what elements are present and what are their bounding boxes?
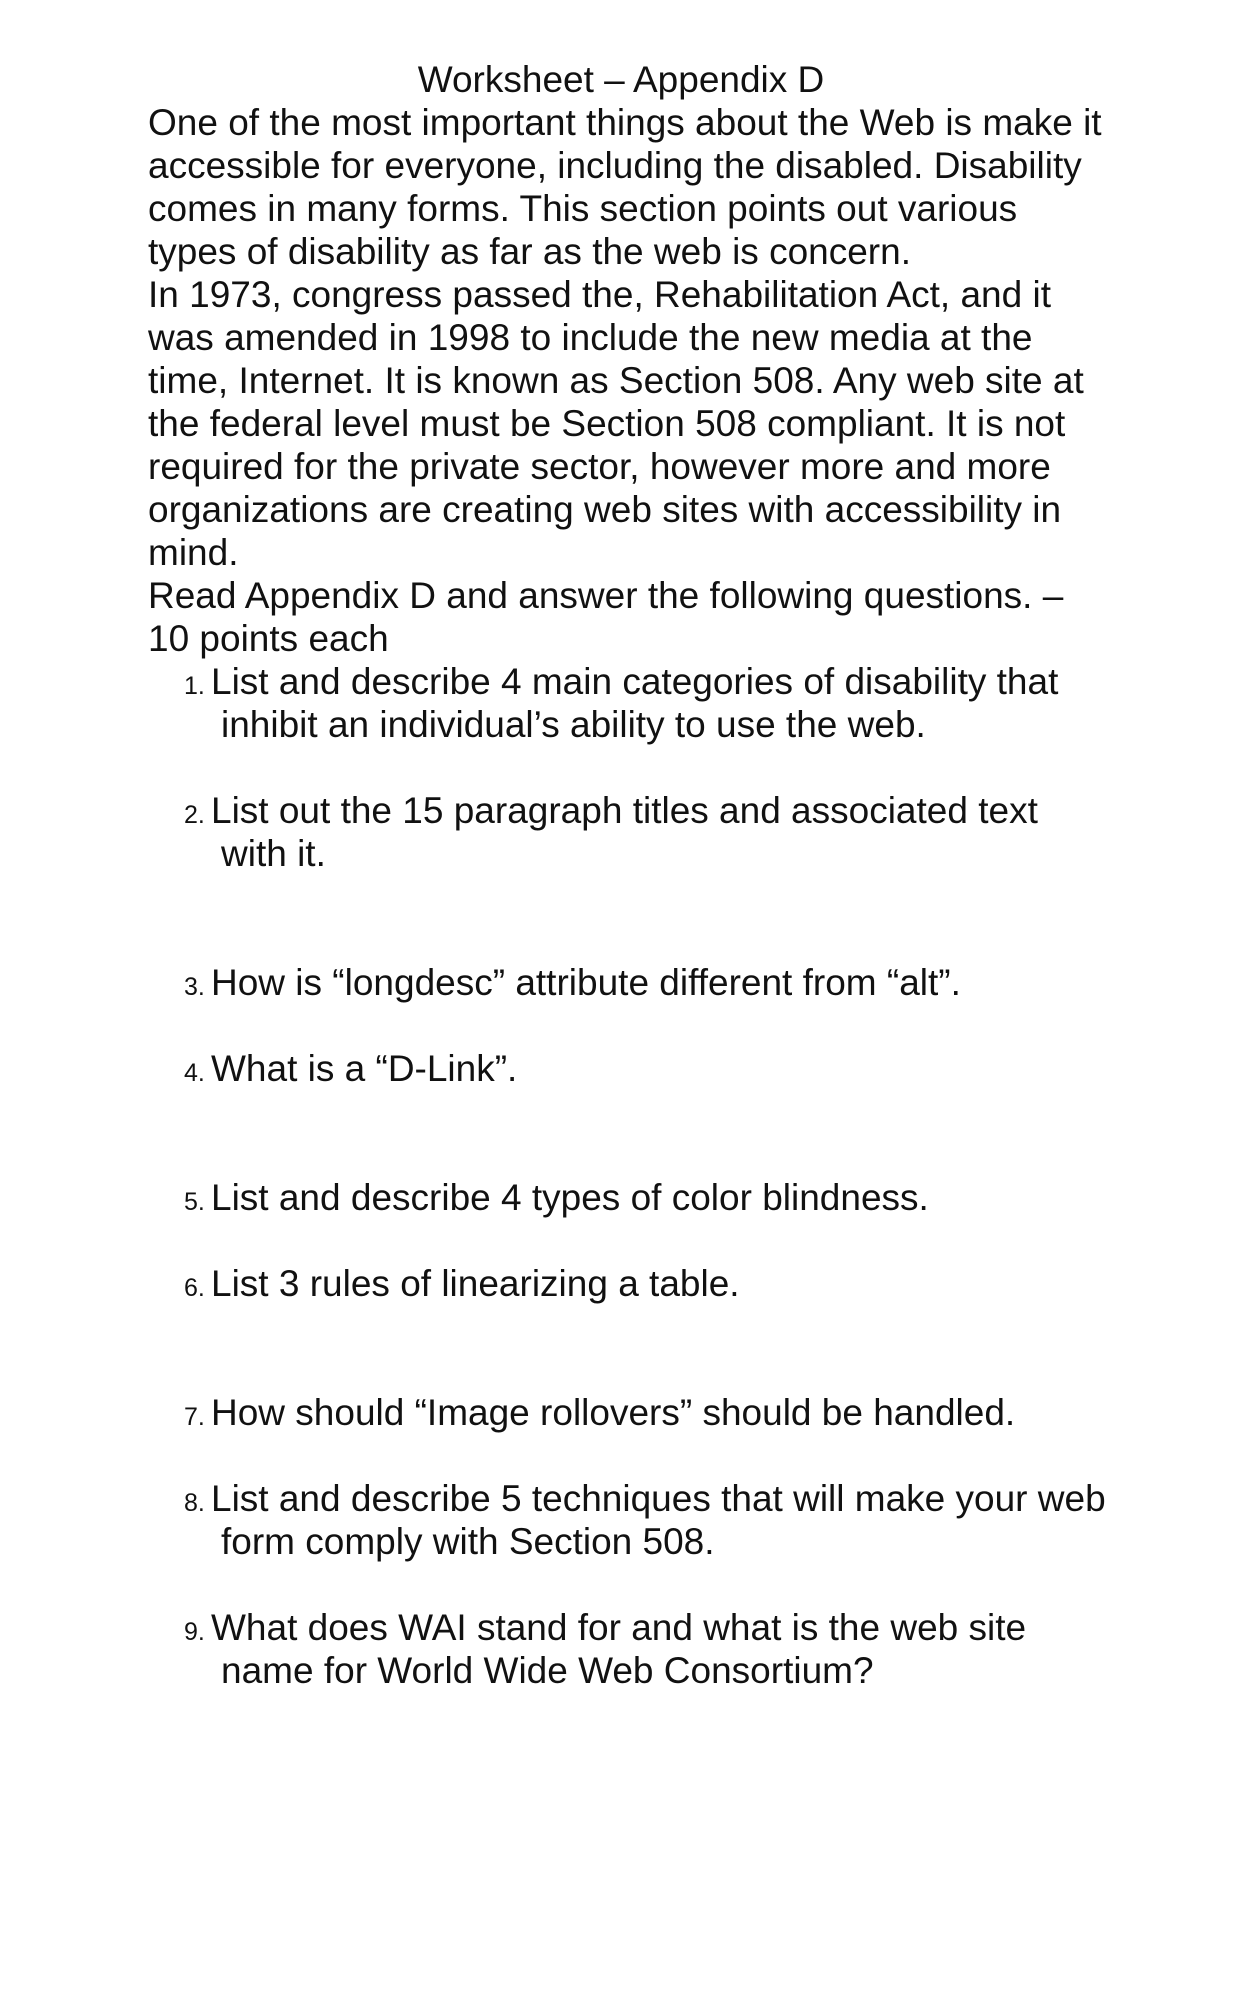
intro-line: One of the most important things about the Web is make it: [148, 102, 1102, 143]
question-4: [184, 1047, 517, 1095]
question-number: 4.: [184, 1059, 205, 1087]
instructions-line: 10 points each: [148, 618, 389, 659]
question-8: [184, 1477, 1106, 1562]
question-text: How should “Image rollovers” should be handled.: [211, 1392, 1016, 1433]
question-text: List and describe 5 techniques that will make your web: [211, 1478, 1106, 1519]
question-9: [184, 1606, 1027, 1691]
intro-line: comes in many forms. This section points out various: [148, 188, 1018, 229]
intro-line: required for the private sector, however more and more: [148, 446, 1051, 487]
question-text-continued: name for World Wide Web Consortium?: [221, 1650, 874, 1691]
question-1: [184, 660, 1059, 745]
question-number: 6.: [184, 1274, 205, 1302]
page-title: Worksheet – Appendix D: [417, 59, 825, 100]
question-text: List and describe 4 types of color blindness.: [211, 1177, 929, 1218]
question-2: [184, 789, 1038, 874]
question-text-continued: inhibit an individual’s ability to use the web.: [221, 704, 926, 745]
question-text: How is “longdesc” attribute different from “alt”.: [211, 962, 961, 1003]
question-7: [184, 1391, 1015, 1439]
question-number: 8.: [184, 1489, 205, 1517]
question-text-continued: with it.: [221, 833, 326, 874]
question-text: What is a “D-Link”.: [211, 1048, 518, 1089]
instructions-line: Read Appendix D and answer the following questions. –: [148, 575, 1064, 616]
question-text: List 3 rules of linearizing a table.: [211, 1263, 740, 1304]
question-5: [184, 1176, 929, 1224]
question-number: 1.: [184, 672, 205, 700]
intro-line: organizations are creating web sites with accessibility in: [148, 489, 1062, 530]
question-number: 5.: [184, 1188, 205, 1216]
intro-line: time, Internet. It is known as Section 508. Any web site at: [148, 360, 1084, 401]
question-number: 9.: [184, 1618, 205, 1646]
question-text: List and describe 4 main categories of disability that: [211, 661, 1059, 702]
intro-line: In 1973, congress passed the, Rehabilitation Act, and it: [148, 274, 1051, 315]
question-number: 2.: [184, 801, 205, 829]
intro-line: types of disability as far as the web is concern.: [148, 231, 911, 272]
question-number: 3.: [184, 973, 205, 1001]
question-3: [184, 961, 961, 1009]
question-text: What does WAI stand for and what is the web site: [211, 1607, 1027, 1648]
intro-line: accessible for everyone, including the disabled. Disability: [148, 145, 1082, 186]
question-6: [184, 1262, 740, 1310]
question-number: 7.: [184, 1403, 205, 1431]
question-text: List out the 15 paragraph titles and associated text: [211, 790, 1038, 831]
intro-line: the federal level must be Section 508 compliant. It is not: [148, 403, 1066, 444]
intro-line: mind.: [148, 532, 239, 573]
question-text-continued: form comply with Section 508.: [221, 1521, 715, 1562]
intro-line: was amended in 1998 to include the new media at the: [148, 317, 1033, 358]
